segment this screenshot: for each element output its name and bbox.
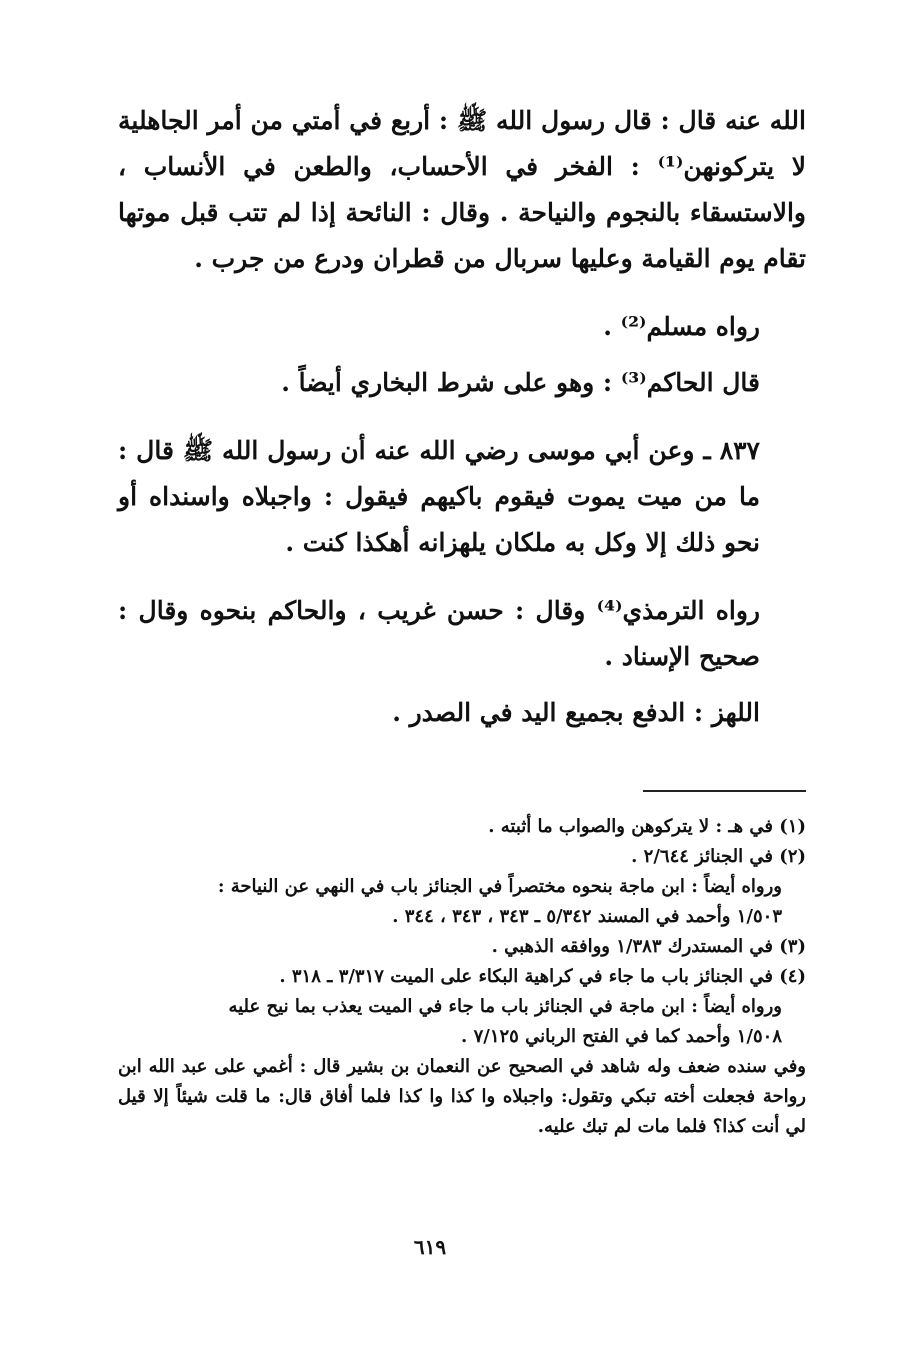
paragraph-hakim-comment: قال الحاكم⁽³⁾ : وهو على شرط البخاري أيضاً . (281, 368, 760, 397)
paragraph-narration-tirmidhi: رواه الترمذي⁽⁴⁾ وقال : حسن غريب ، والحاكم بنحوه وقال : صحيح الإسناد . (118, 596, 760, 671)
footnote-2-cont-2: ١/٥٠٣ وأحمد في المسند ٥/٣٤٢ ـ ٣٤٣ ، ٣٤٣ ، ٣٤٤ . (392, 906, 782, 927)
footnote-3: (٣) في المستدرك ١/٣٨٣ ووافقه الذهبي . (491, 936, 806, 957)
footnote-1: (١) في هـ : لا يتركوهن والصواب ما أثبته . (488, 816, 806, 837)
paragraph-hadith-continuation: الله عنه قال : قال رسول الله ﷺ : أربع في أمتي من أمر الجاهلية لا يتركونهن⁽¹⁾ : الفخر في الأحساب، والطعن في الأنساب ، والاستسقاء بالنجوم والنياحة . وقال : النائحة إذا لم تتب قبل موتها تقام يوم القيامة وعليها سربال من قطران ودرع من جرب . (118, 106, 806, 273)
paragraph-definition-lahz: اللهز : الدفع بجميع اليد في الصدر . (392, 698, 760, 727)
main-text (118, 98, 806, 736)
footnote-4-cont-2: ١/٥٠٨ وأحمد كما في الفتح الرباني ٧/١٢٥ . (461, 1026, 782, 1047)
footnote-2-cont-1: ورواه أيضاً : ابن ماجة بنحوه مختصراً في الجنائز باب في النهي عن النياحة : (217, 876, 782, 897)
footnote-separator (643, 790, 806, 792)
footnote-4-note: وفي سنده ضعف وله شاهد في الصحيح عن النعمان بن بشير قال : أغمي على عبد الله ابن رواحة فجعلت أخته تبكي وتقول: واجبلاه وا كذا وا كذا فلما أفاق قال: ما قلت شيئاً إلا قيل لي أنت كذا؟ فلما مات لم تبك عليه. (118, 1056, 806, 1137)
page-number: ٦١٩ (413, 1235, 447, 1259)
footnote-2: (٢) في الجنائز ٢/٦٤٤ . (631, 846, 806, 867)
footnote-4-cont-1: ورواه أيضاً : ابن ماجة في الجنائز باب ما جاء في الميت يعذب بما نيح عليه (228, 996, 782, 1017)
paragraph-hadith-837: ٨٣٧ ـ وعن أبي موسى رضي الله عنه أن رسول الله ﷺ قال : ما من ميت يموت فيقوم باكيهم فيقول : واجبلاه واسنداه أو نحو ذلك إلا وكل به ملكان يلهزانه أهكذا كنت . (118, 436, 760, 557)
footnote-4: (٤) في الجنائز باب ما جاء في كراهية البكاء على الميت ٣/٣١٧ ـ ٣١٨ . (279, 966, 806, 987)
footnotes (118, 812, 806, 1142)
paragraph-narration-muslim: رواه مسلم⁽²⁾ . (603, 312, 760, 341)
